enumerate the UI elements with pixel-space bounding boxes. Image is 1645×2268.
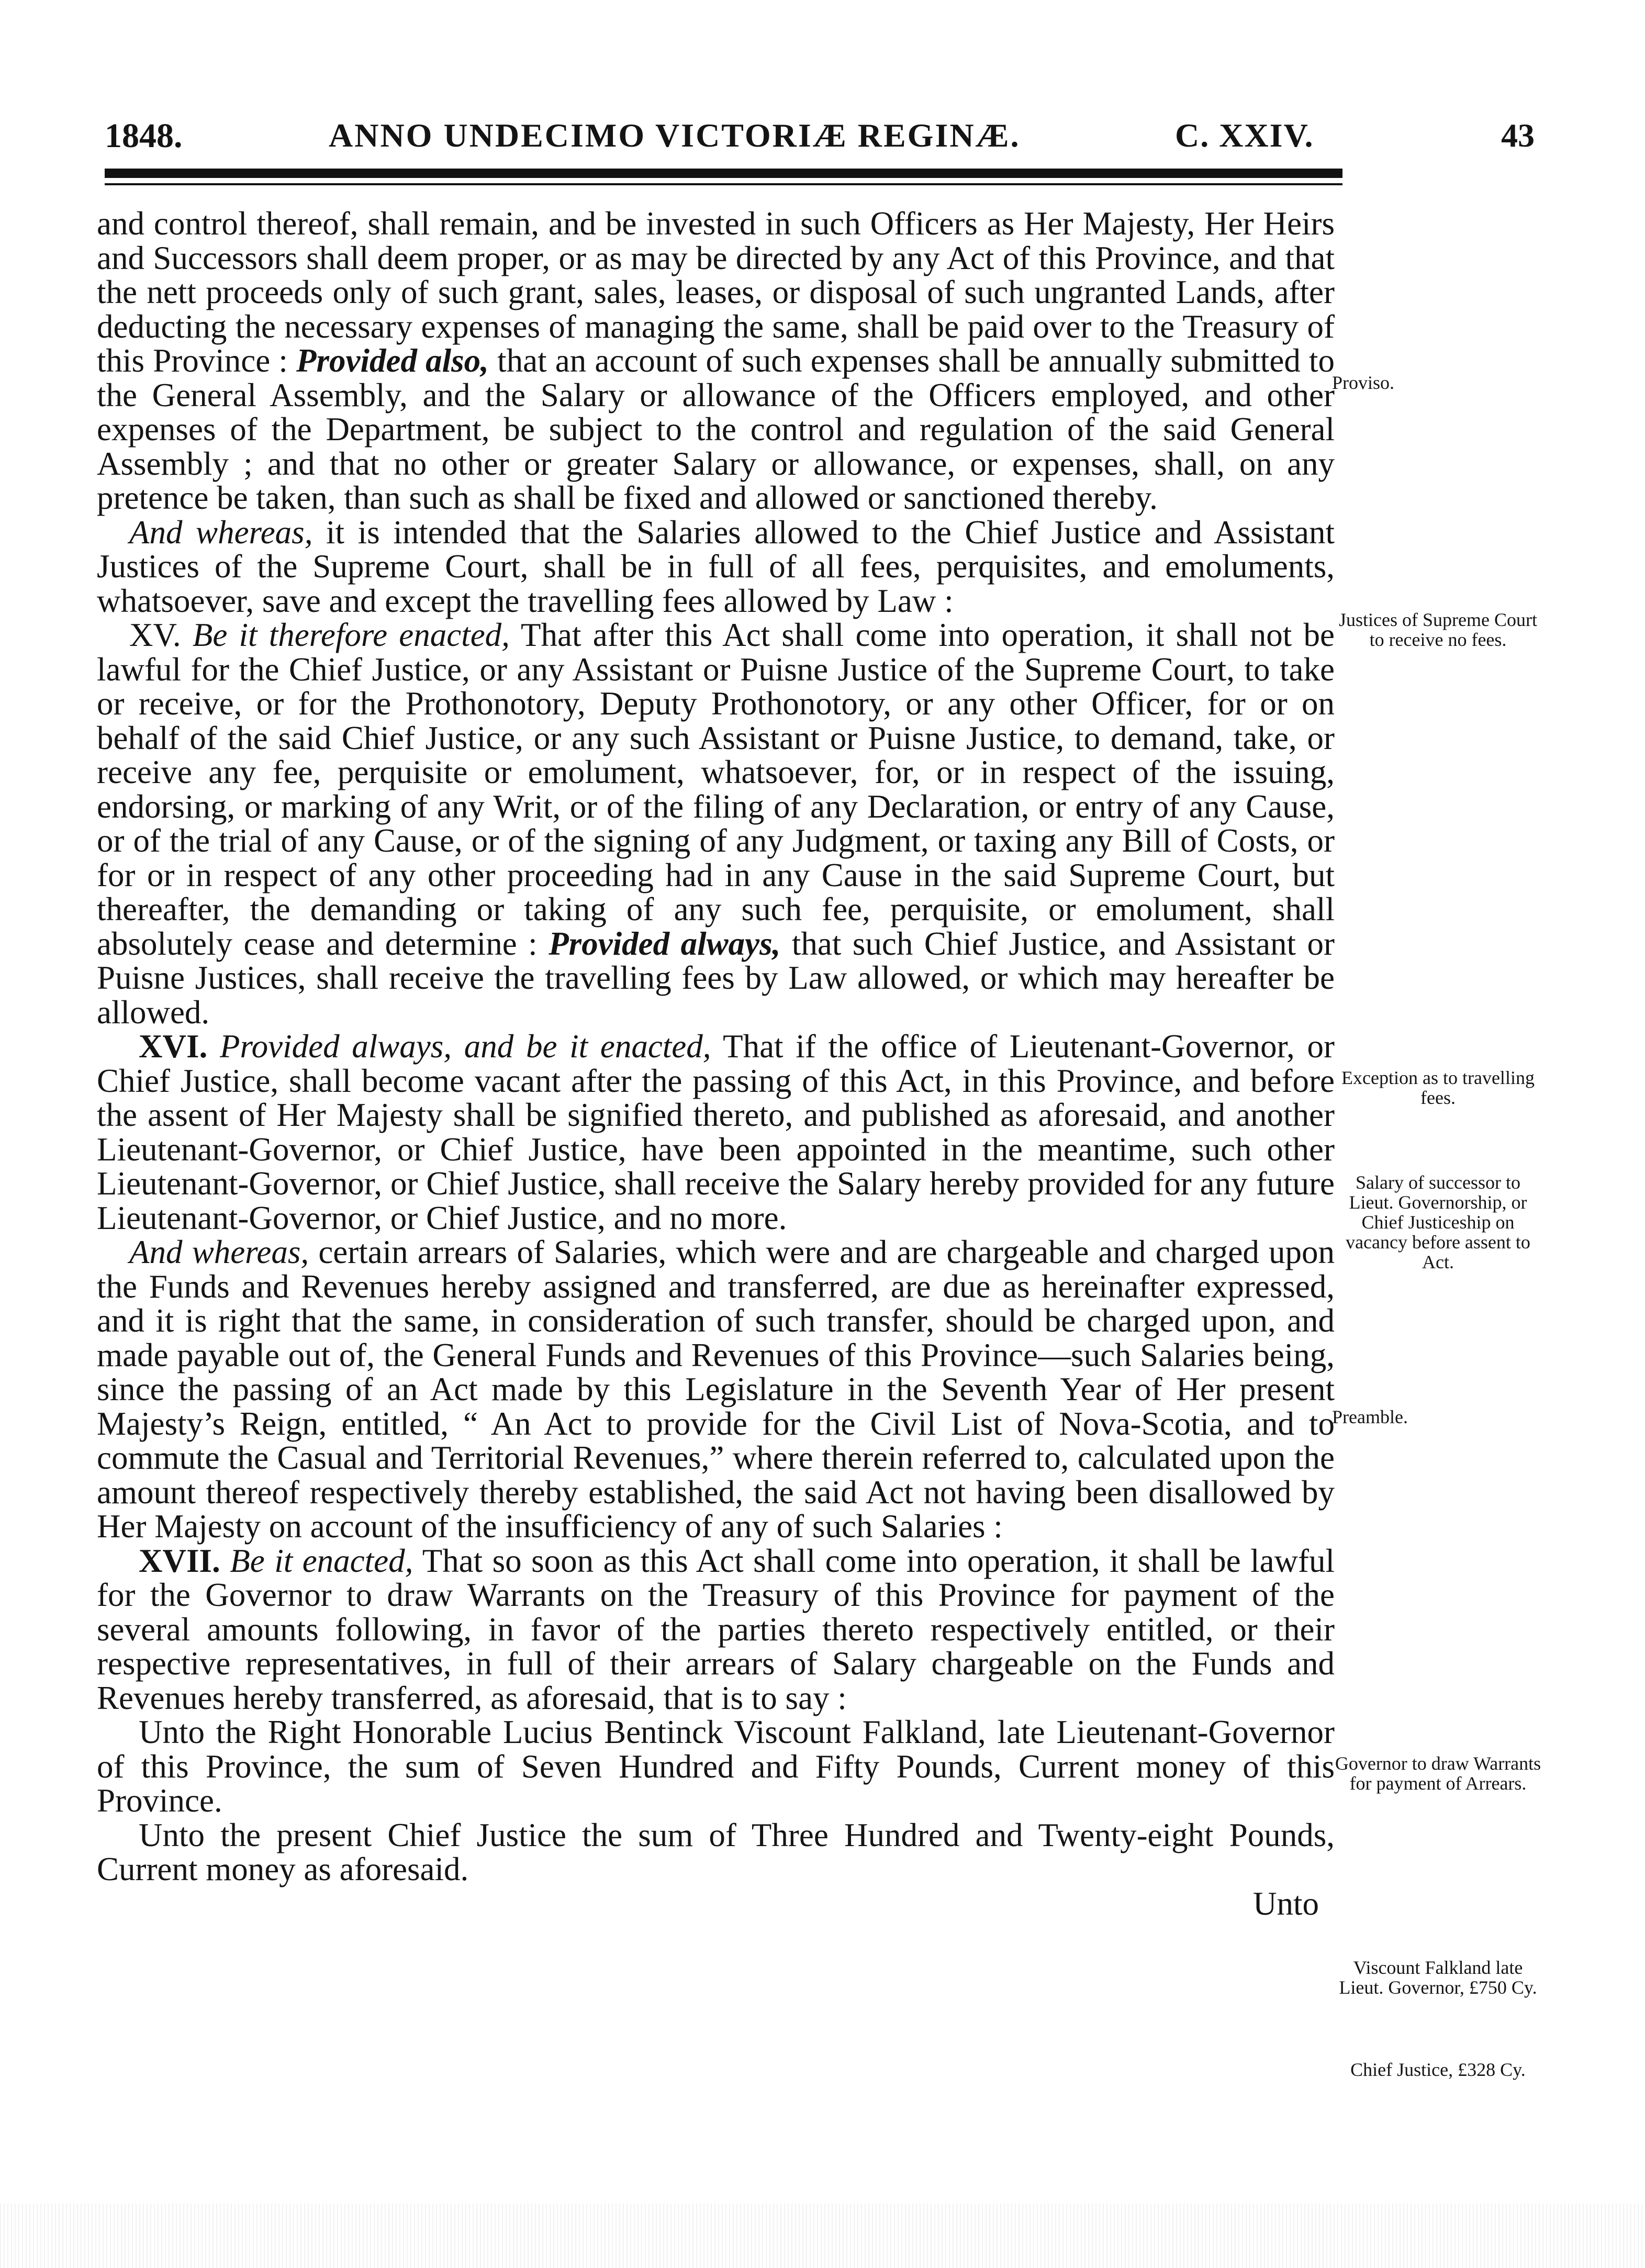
header-chapter: C. XXIV. <box>1175 117 1314 154</box>
margin-note-governor-draw: Governor to draw Warrants for payment of Arrears. <box>1335 1753 1541 1794</box>
margin-note-preamble: Preamble. <box>1332 1406 1408 1427</box>
paragraph-chief-justice: Unto the present Chief Justice the sum of Three Hundred and Twenty-eight Pounds, Current money as aforesaid. <box>97 1816 1335 1887</box>
header-year: 1848. <box>105 117 183 155</box>
section-xvi: XVI. Provided always, and be it enacted, That if the office of Lieutenant-Governor, or Chief Justice, shall become vacant after the passing of this Act, in this Province, and before the assent of Her Majesty shall be signified thereto, and published as aforesaid, and another Lieutenant-Governor, or Chief Justice, have been appointed in the meantime, such other Lieutenant-Governor, or Chief Justice, shall receive the Salary hereby provided for any future Lieutenant-Governor, or Chief Justice, and no more. <box>97 1028 1335 1236</box>
margin-note-justices: Justices of Supreme Court to receive no fees. <box>1339 609 1537 650</box>
paragraph-whereas-arrears: And whereas, certain arrears of Salaries, which were and are chargeable and charged upon the Funds and Revenues hereby assigned and transferred, are due as hereinafter expressed, and it is right that the same, in consideration of such transfer, should be charged upon, and made payable out of, the General Funds and Revenues of this Province—such Salaries being, since the passing of an Act made by this Legislature in the Seventh Year of Her present Majesty’s Reign, entitled, “ An Act to provide for the Civil List of Nova-Scotia, and to commute the Casual and Territorial Revenues,” where therein referred to, calculated upon the amount thereof respectively thereby established, the said Act not having been disallowed by Her Majesty on account of the insufficiency of any of such Salaries : <box>97 1234 1335 1545</box>
paragraph-continuation: and control thereof, shall remain, and be invested in such Officers as Her Majesty, Her Heirs and Successors shall deem proper, or as may be directed by any Act of this Province, and that the nett proceeds only of such grant, sales, leases, or disposal of such ungranted Lands, after deducting the necessary expenses of managing the same, shall be paid over to the Treasury of this Province : Provided also, that an account of such expenses shall be annually submitted to the General Assembly, and the Salary or allowance of the Officers employed, and other expenses of the Department, be subject to the control and regulation of the said General Assembly ; and that no other or greater Salary or allowance, or expenses, shall, on any pretence be taken, than such as shall be fixed and allowed or sanctioned thereby. <box>97 205 1335 516</box>
margin-note-falkland: Viscount Falkland late Lieut. Governor, £750 Cy. <box>1339 1957 1537 1998</box>
paragraph-falkland: Unto the Right Honorable Lucius Bentinck Viscount Falkland, late Lieutenant-Governor of this Province, the sum of Seven Hundred and Fifty Pounds, Current money of this Province. <box>97 1714 1335 1819</box>
margin-note-salary-successor: Salary of successor to Lieut. Governorship, or Chief Justiceship on vacancy before assent to Act. <box>1346 1172 1530 1272</box>
body-text <box>97 207 1335 1921</box>
paragraph-whereas-justices: And whereas, it is intended that the Salaries allowed to the Chief Justice and Assistant Justices of the Supreme Court, shall be in full of all fees, perquisites, and emoluments, whatsoever, save and except the travelling fees allowed by Law : <box>97 513 1335 619</box>
header-rule-thin <box>105 183 1342 185</box>
margin-note-chief-justice: Chief Justice, £328 Cy. <box>1350 2059 1526 2080</box>
catchword: Unto <box>1253 1885 1319 1922</box>
scan-noise <box>0 2204 1645 2268</box>
page-number: 43 <box>1501 117 1535 154</box>
section-xvii: XVII. Be it enacted, That so soon as this Act shall come into operation, it shall be lawful for the Governor to draw Warrants on the Treasury of this Province for payment of the several amounts following, in favor of the parties thereto respectively entitled, or their respective representatives, in full of their arrears of Salary chargeable on the Funds and Revenues hereby transferred, as aforesaid, that is to say : <box>97 1542 1335 1716</box>
header-rule-thick <box>105 169 1342 178</box>
margin-note-proviso: Proviso. <box>1332 372 1395 393</box>
header-title: ANNO UNDECIMO VICTORIÆ REGINÆ. <box>329 117 1021 154</box>
margin-note-exception: Exception as to travelling fees. <box>1341 1067 1535 1108</box>
section-xv: XV. Be it therefore enacted, That after this Act shall come into operation, it shall not be lawful for the Chief Justice, or any Assistant or Puisne Justice of the Supreme Court, to take or receive, or for the Prothonotory, Deputy Prothonotory, or any other Officer, for or on behalf of the said Chief Justice, or any such Assistant or Puisne Justice, to demand, take, or receive any fee, perquisite or emolument, whatsoever, for, or in respect of the issuing, endorsing, or marking of any Writ, or of the filing of any Declaration, or entry of any Cause, or of the trial of any Cause, or of the signing of any Judgment, or taxing any Bill of Costs, or for or in respect of any other proceeding had in any Cause in the said Supreme Court, but thereafter, the demanding or taking of any such fee, perquisite, or emolument, shall absolutely cease and determine : Provided always, that such Chief Justice, and Assistant or Puisne Justices, shall receive the travelling fees by Law allowed, or which may hereafter be allowed. <box>97 617 1335 1031</box>
